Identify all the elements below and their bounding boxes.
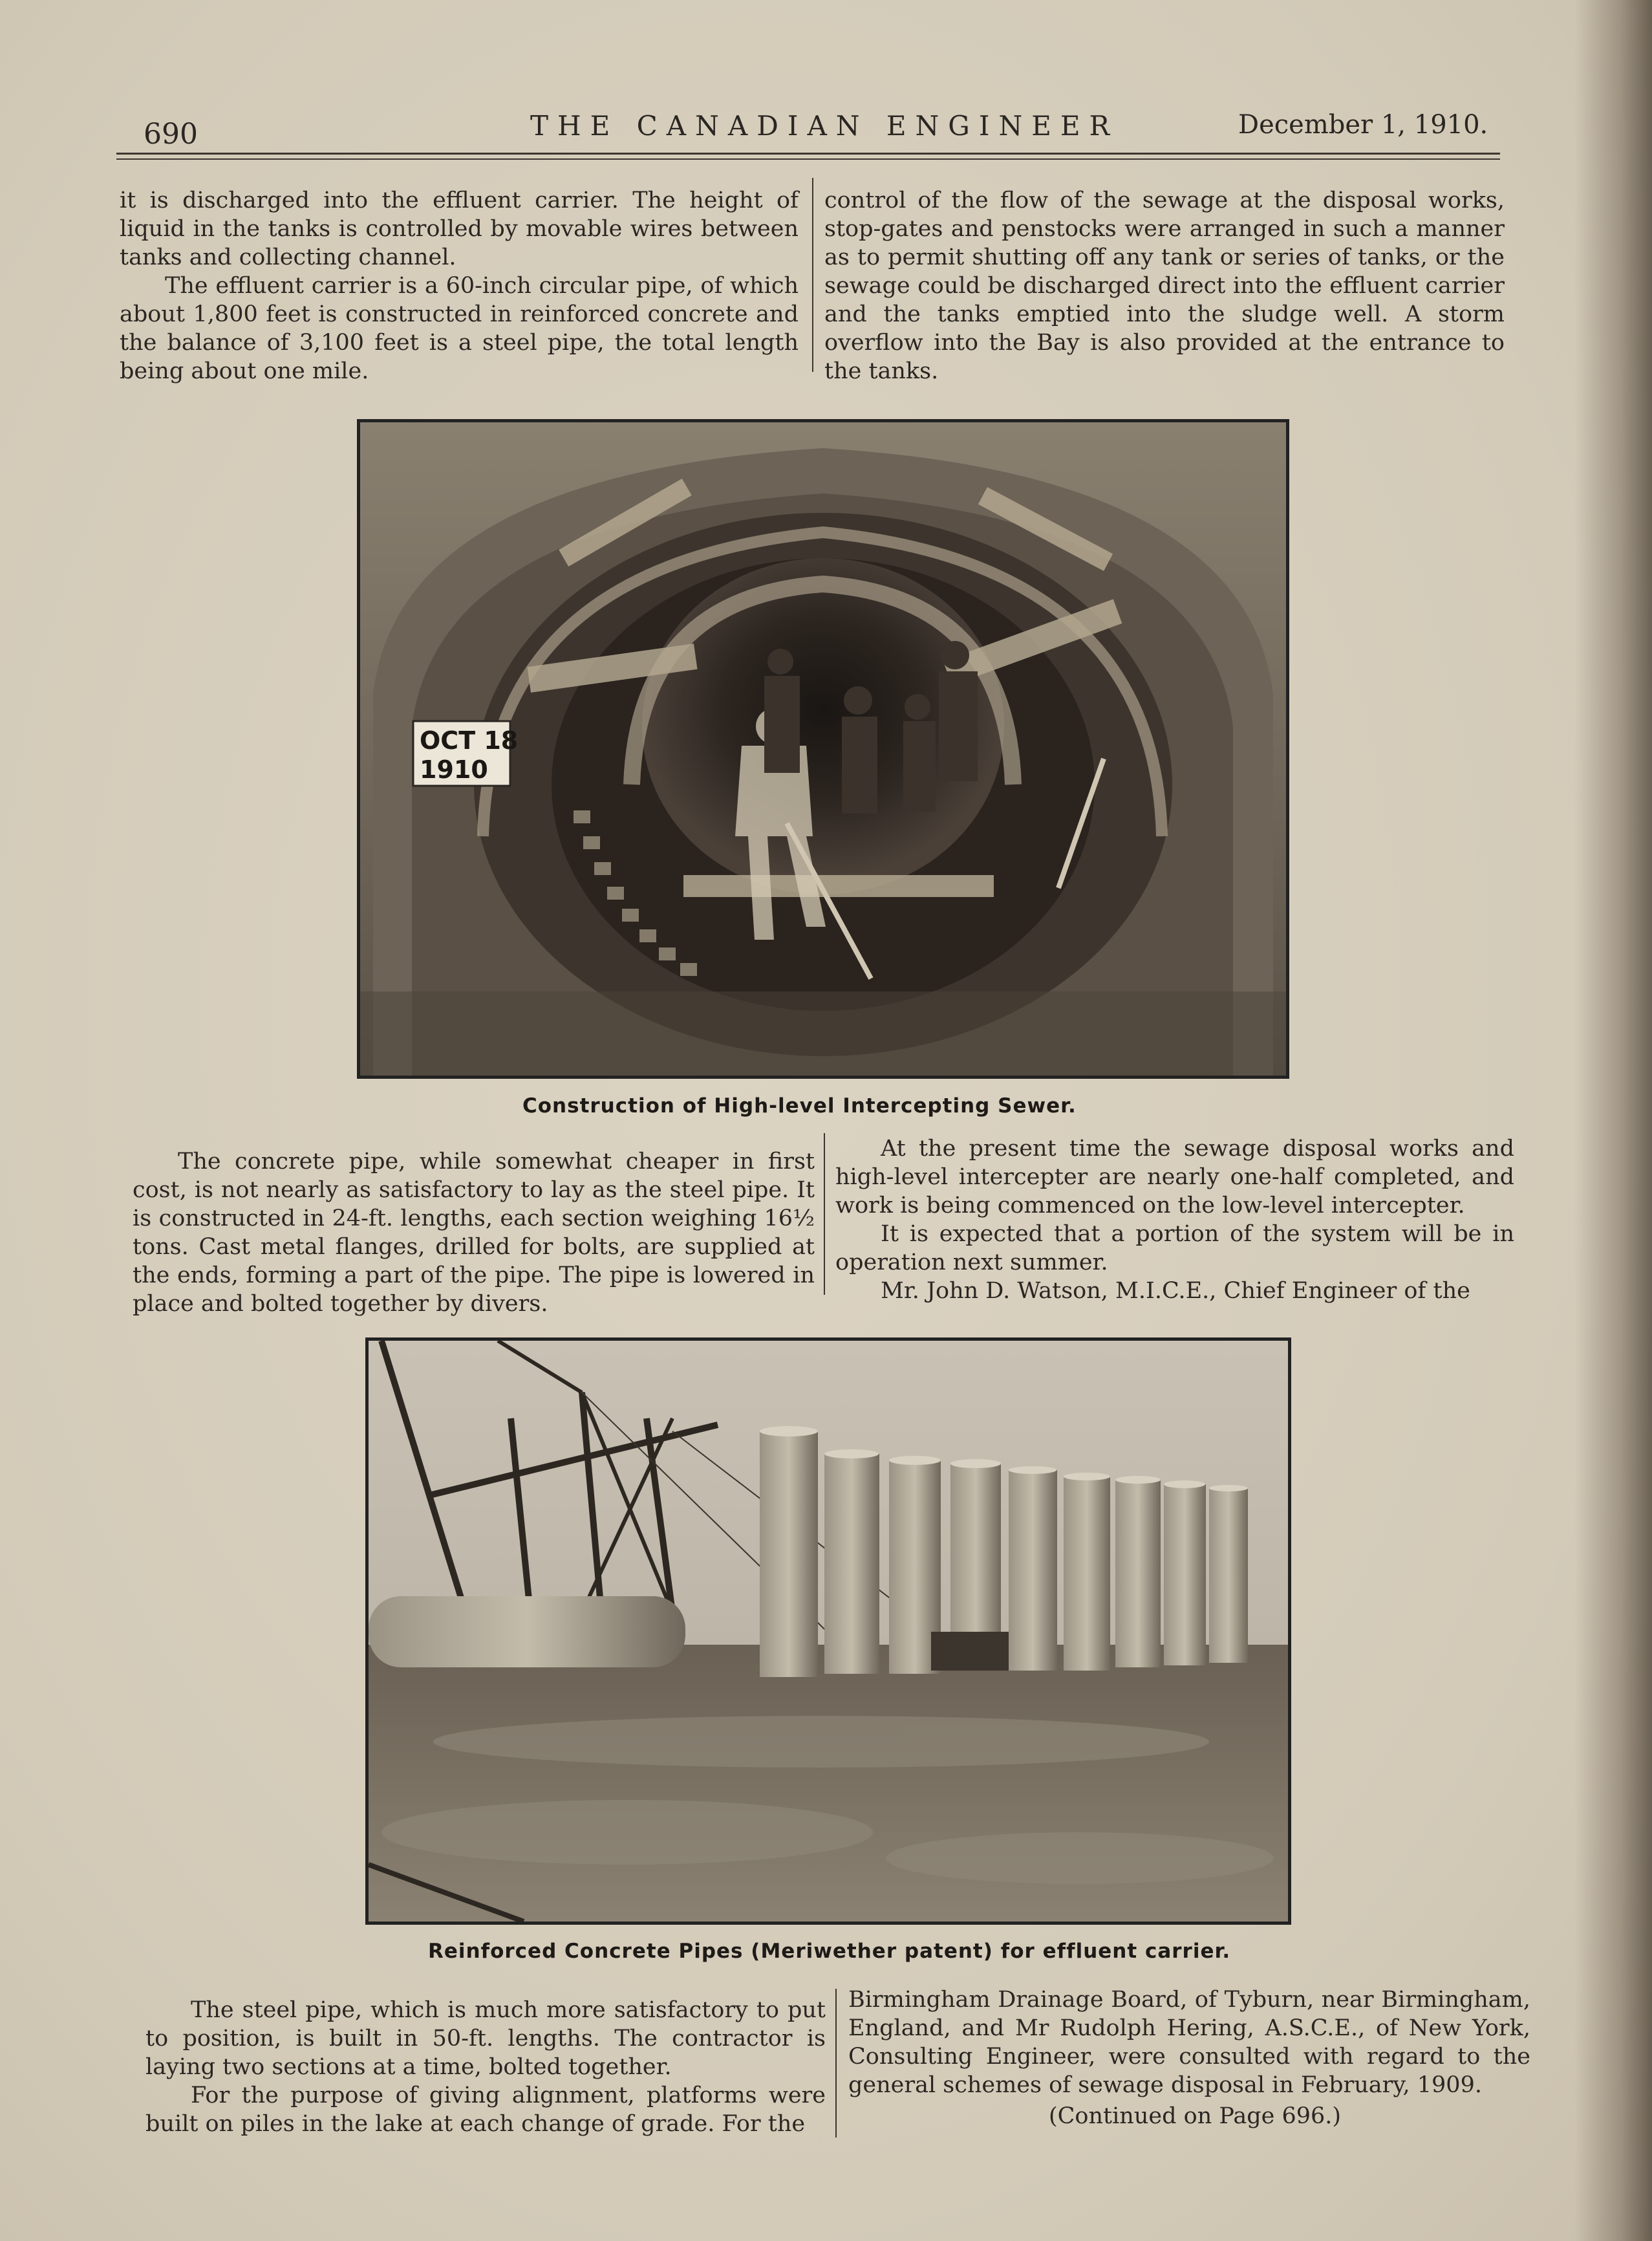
column-divider	[824, 1133, 825, 1295]
figure-caption: Construction of High-level Intercepting Sewer.	[522, 1094, 1077, 1118]
sign-text-month: OCT 18	[420, 726, 519, 755]
paragraph: It is expected that a portion of the system will be in operation next summer.	[835, 1221, 1514, 1275]
photo-sewer-construction	[357, 419, 1289, 1079]
paragraph: The steel pipe, which is much more satisfactory to put to position, is built in 50-ft. lengths. The contractor is laying two sections at a time, bolted together.	[145, 1997, 826, 2080]
paragraph: The effluent carrier is a 60-inch circular pipe, of which about 1,800 feet is constructed in reinforced concrete and the balance of 3,100 feet is a steel pipe, the total length being about one mile.	[120, 273, 799, 384]
continued-note: (Continued on Page 696.)	[1049, 2103, 1342, 2129]
paragraph: At the present time the sewage disposal works and high-level intercepter are nearly one-half completed, and work is being commenced on the low-level intercepter.	[835, 1136, 1514, 1218]
page-number: 690	[144, 118, 198, 151]
concrete-pipes-image	[369, 1341, 1288, 1922]
header-rule-secondary	[116, 158, 1500, 160]
paragraph: The concrete pipe, while somewhat cheaper in first cost, is not nearly as satisfactory to lay as the steel pipe. It is constructed in 24-ft. lengths, each section weighing 16½ tons. Cast metal flanges, drilled for bolts, are supplied at the ends, forming a part of the pipe. The pipe is lowered in place and bolted together by divers.	[133, 1149, 815, 1317]
sign-text-year: 1910	[420, 755, 488, 784]
paragraph: control of the flow of the sewage at the disposal works, stop-gates and penstocks were arranged in such a manner as to permit shutting off any tank or series of tanks, or the sewage could be discharged direct into the effluent carrier and the tanks emptied into the sludge well. A storm overflow into the Bay is also provided at the entrance to the tanks.	[824, 188, 1505, 384]
bottom-left-column	[145, 1996, 826, 2138]
paragraph: For the purpose of giving alignment, platforms were built on piles in the lake at each change of grade. For the	[145, 2083, 826, 2137]
middle-right-column	[835, 1134, 1514, 1305]
journal-title: THE CANADIAN ENGINEER	[530, 110, 1119, 142]
binding-shadow	[1574, 0, 1652, 2241]
sewer-tunnel-image	[360, 422, 1286, 1076]
issue-date: December 1, 1910.	[1238, 110, 1488, 140]
figure-caption: Reinforced Concrete Pipes (Meriwether patent) for effluent carrier.	[428, 1940, 1231, 1963]
top-right-column	[824, 186, 1505, 385]
column-divider	[835, 1989, 837, 2138]
photo-concrete-pipes	[365, 1337, 1291, 1925]
bottom-right-column	[848, 1986, 1530, 2099]
paragraph: Mr. John D. Watson, M.I.C.E., Chief Engineer of the	[881, 1278, 1470, 1304]
header-rule	[116, 153, 1500, 155]
paragraph: it is discharged into the effluent carrier. The height of liquid in the tanks is controlled by movable wires between tanks and collecting channel.	[120, 188, 799, 270]
top-left-column	[120, 186, 799, 385]
paragraph: Birmingham Drainage Board, of Tyburn, near Birmingham, England, and Mr Rudolph Hering, A.S.C.E., of New York, Consulting Engineer, were consulted with regard to the general schemes of sewage disposal in February, 1909.	[848, 1987, 1530, 2098]
column-divider	[812, 178, 813, 372]
middle-left-column	[133, 1147, 815, 1318]
